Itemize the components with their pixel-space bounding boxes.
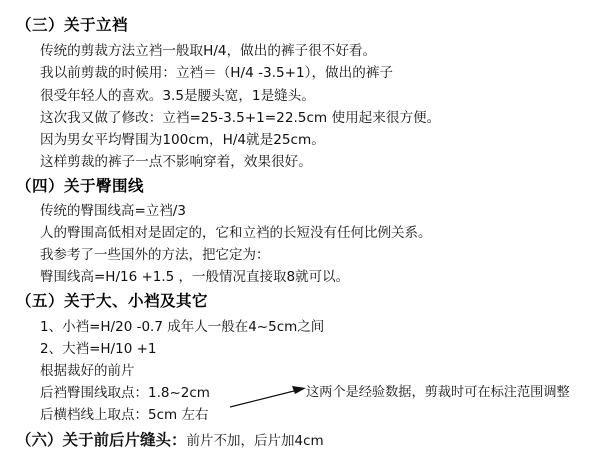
annotated-row xyxy=(40,383,588,405)
body-line: 1、小裆=H/20 -0.7 成年人一般在4~5cm之间 xyxy=(40,318,325,335)
section-title: （三）关于立裆 xyxy=(16,16,129,34)
section-block xyxy=(14,290,588,426)
body-line: 2、大裆=H/10 +1 xyxy=(40,340,157,357)
section-title: （五）关于大、小裆及其它 xyxy=(16,292,209,311)
body-line: 这样剪裁的裤子一点不影响穿着，效果很好。 xyxy=(40,153,312,170)
annotated-row xyxy=(40,405,588,427)
annotation-note: 这两个是经验数据，剪裁时可在标注范围调整 xyxy=(306,384,570,400)
body-line: 根据裁好的前片 xyxy=(40,362,135,379)
body-line: 传统的臀围线高=立裆/3 xyxy=(40,203,186,220)
body-line: 这次我又做了修改：立裆=25-3.5+1=22.5cm 使用起来很方便。 xyxy=(40,109,441,126)
body-line: 后横档线上取点：5cm 左右 xyxy=(40,406,209,423)
final-section-line xyxy=(16,428,588,453)
section-block xyxy=(14,14,588,173)
body-line: 后裆臀围线取点：1.8~2cm xyxy=(40,384,210,401)
arrow-icon xyxy=(236,383,310,405)
section-body xyxy=(40,317,588,426)
body-line: 人的臀围高低相对是固定的，它和立裆的长短没有任何比例关系。 xyxy=(40,224,432,241)
body-line: 我参考了一些国外的方法，把它定为： xyxy=(40,246,270,263)
section-title: （六）关于前后片缝头： xyxy=(16,431,187,450)
section-body xyxy=(40,40,588,172)
body-line: 因为男女平均臀围为100cm，H/4就是25cm。 xyxy=(40,131,325,148)
body-line: 前片不加，后片加4cm xyxy=(186,433,324,450)
body-line: 我以前剪裁的时候用：立裆＝（H/4 -3.5+1），做出的裤子 xyxy=(40,65,394,82)
body-line: 臀围线高=H/16 +1.5 ，一般情况直接取8就可以。 xyxy=(40,268,350,285)
body-line: 传统的剪裁方法立裆一般取H/4，做出的裤子很不好看。 xyxy=(40,43,377,60)
section-block xyxy=(14,175,588,289)
section-body xyxy=(40,201,588,288)
section-block xyxy=(14,428,588,453)
section-title: （四）关于臀围线 xyxy=(16,176,145,195)
body-line: 很受年轻人的喜欢。3.5是腰头宽，1是缝头。 xyxy=(40,87,315,104)
